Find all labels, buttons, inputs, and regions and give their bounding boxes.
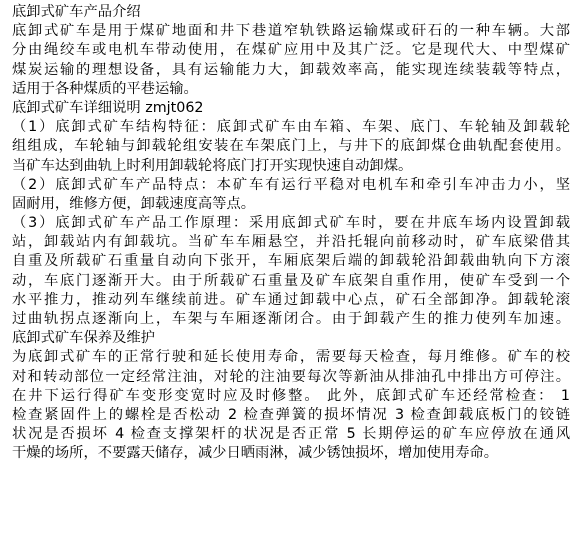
text-line: 干燥的场所，不要露天储存，减少日晒雨淋，减少锈蚀损坏，增加使用寿命。 xyxy=(12,445,499,462)
text-line: 动，车底门逐渐开大。由于所载矿石重量及矿车底架自重作用，使矿车受到一个 xyxy=(12,272,570,289)
text-line: 站，卸载站内有卸载坑。当矿车车厢悬空，并沿托辊向前移动时，矿车底梁借其 xyxy=(12,234,570,251)
text-line: 对和转动部位一定经常注油，对轮的注油要每次等新油从排油孔中排出方可停注。 xyxy=(12,368,570,385)
text-line: 煤炭运输的理想设备，具有运输能力大，卸载效率高，能实现连续装载等特点， xyxy=(12,61,570,78)
text-line: 分由绳绞车或电机车带动使用，在煤矿应用中及其广泛。它是现代大、中型煤矿 xyxy=(12,42,570,59)
text-line: 底卸式矿车产品介绍 xyxy=(12,4,141,20)
text-line: 固耐用，维修方便，卸载速度高等点。 xyxy=(12,195,256,212)
text-line: 底卸式矿车是用于煤矿地面和井下巷道窄轨铁路运输煤或矸石的一种车辆。大部 xyxy=(12,23,570,40)
text-line: 当矿车达到曲轨上时利用卸载轮将底门打开实现快速自动卸煤。 xyxy=(12,157,413,174)
text-line: 自重及所载矿石重量自动向下张开，车厢底架后端的卸载轮沿卸载曲轨向下方滚 xyxy=(12,253,570,270)
text-line: 适用于各种煤质的平巷运输。 xyxy=(12,80,198,97)
text-line: 底卸式矿车保养及维护 xyxy=(12,330,155,347)
text-line: 状况是否损坏 4 检查支撑架杆的状况是否正常 5 长期停运的矿车应停放在通风 xyxy=(12,426,570,443)
text-line: 为底卸式矿车的正常行驶和延长使用寿命，需要每天检查，每月维修。矿车的校 xyxy=(12,349,570,366)
text-line: 在井下运行得矿车变形变宽时应及时修整。 此外，底卸式矿车还经常检查： 1 xyxy=(12,387,570,404)
text-line: 水平推力，推动列车继续前进。矿车通过卸载中心点，矿石全部卸净。卸载轮滚 xyxy=(12,291,570,308)
text-line: （1）底卸式矿车结构特征：底卸式矿车由车箱、车架、底门、车轮轴及卸载轮 xyxy=(12,119,570,136)
text-line: （3）底卸式矿车产品工作原理：采用底卸式矿车时，要在井底车场内设置卸载 xyxy=(12,215,570,232)
text-line: 组组成，车轮轴与卸载轮组安装在车架底门上，与井下的底卸煤仓曲轨配套使用。 xyxy=(12,138,570,155)
text-line: 过曲轨拐点逐渐向上，车架与车厢逐渐闭合。由于卸载产生的推力使列车加速。 xyxy=(12,311,570,327)
text-line: 底卸式矿车详细说明 zmjt062 xyxy=(12,99,204,116)
text-line: （2）底卸式矿车产品特点：本矿车有运行平稳对电机车和牵引车冲击力小，坚 xyxy=(12,176,570,193)
text-line: 检查紧固件上的螺栓是否松动 2 检查弹簧的损坏情况 3 检查卸载底板门的铰链 xyxy=(12,406,570,423)
